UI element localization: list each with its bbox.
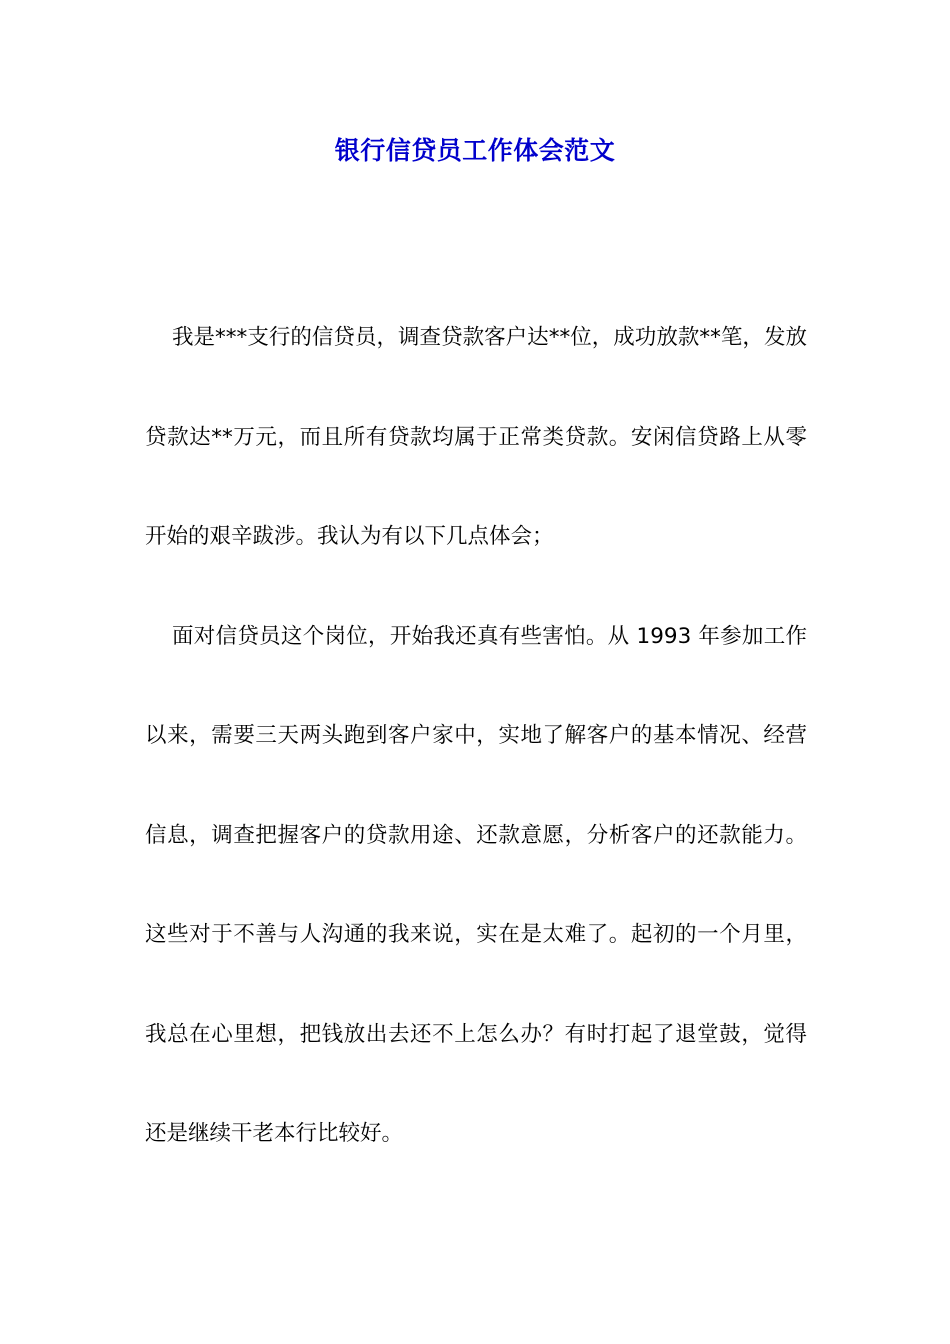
paragraph-1: 我是***支行的信贷员，调查贷款客户达**位，成功放款**笔，发放贷款达**万元，而且所有贷款均属于正常类贷款。安闲信贷路上从零开始的艰辛跋涉。我认为有以下几点体会； [145, 325, 807, 549]
document-title: 银行信贷员工作体会范文 [334, 136, 616, 165]
document-body [145, 288, 807, 1184]
paragraph-2: 面对信贷员这个岗位，开始我还真有些害怕。从 1993 年参加工作以来，需要三天两头跑到客户家中，实地了解客户的基本情况、经营信息，调查把握客户的贷款用途、还款意愿，分析客户的还款能力。这些对于不善与人沟通的我来说，实在是太难了。起初的一个月里，我总在心里想，把钱放出去还不上怎么办？有时打起了退堂鼓，觉得还是继续干老本行比较好。 [145, 623, 807, 1146]
